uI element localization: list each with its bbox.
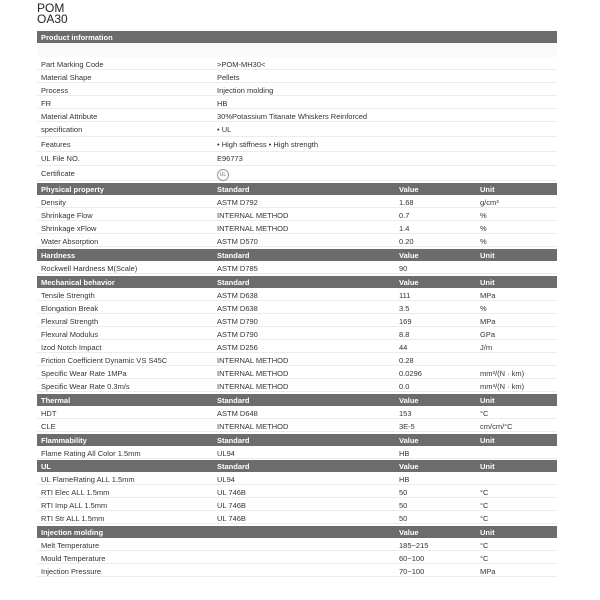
test-standard: INTERNAL METHOD [217, 224, 289, 234]
product-information-header [37, 31, 557, 43]
test-standard: ASTM D792 [217, 198, 258, 207]
section-header [37, 460, 557, 472]
column-header: Value [399, 435, 419, 445]
column-header: Unit [480, 462, 495, 472]
unit: MPa [480, 316, 496, 326]
property-name: Density [41, 198, 67, 207]
row-value: HB [217, 99, 228, 108]
property-value: 153 [399, 408, 412, 418]
product-info-row [37, 71, 557, 83]
test-standard: INTERNAL METHOD [217, 382, 289, 392]
section-title: Hardness [41, 250, 76, 260]
column-header: Value [399, 185, 419, 194]
column-header: Standard [217, 277, 250, 287]
row-label: Part Marking Code [41, 60, 104, 69]
test-standard: INTERNAL METHOD [217, 211, 289, 221]
unit: % [480, 237, 487, 247]
test-standard: INTERNAL METHOD [217, 369, 289, 379]
unit: GPa [480, 329, 496, 339]
property-name: RTI Elec ALL 1.5mm [41, 488, 110, 498]
column-header: Unit [480, 185, 495, 194]
property-name: RTI Str ALL 1.5mm [41, 514, 105, 524]
property-value: HB [399, 448, 410, 458]
row-label: FR [41, 99, 51, 108]
unit: cm/cm/°C [480, 421, 513, 431]
property-value: 1.4 [399, 224, 410, 234]
property-row [37, 209, 557, 221]
section-header [37, 249, 557, 261]
row-label: specification [41, 125, 83, 134]
test-standard: ASTM D638 [217, 290, 258, 300]
property-row [37, 420, 557, 432]
property-value: 44 [399, 342, 408, 352]
property-row [37, 262, 557, 274]
section-title: Product information [41, 33, 113, 42]
property-row [37, 354, 557, 366]
test-standard: UL94 [217, 475, 235, 485]
product-info-row [37, 110, 557, 122]
unit: % [480, 224, 487, 234]
property-name: Specific Wear Rate 1MPa [41, 369, 127, 379]
property-row [37, 235, 557, 247]
product-title-line1: POM [37, 1, 65, 15]
unit: MPa [480, 290, 496, 300]
product-info-row [37, 123, 557, 137]
product-info-row [37, 58, 557, 70]
row-value: Injection molding [217, 86, 274, 95]
property-row [37, 367, 557, 379]
section-title: Thermal [41, 395, 71, 405]
row-value: • UL [217, 125, 232, 134]
property-value: 3.5 [399, 303, 410, 313]
unit: J/m [480, 342, 493, 352]
property-value: 185~215 [399, 541, 429, 550]
test-standard: ASTM D790 [217, 316, 258, 326]
column-header: Unit [480, 395, 495, 405]
property-value: 0.0 [399, 382, 410, 392]
property-value: 169 [399, 316, 412, 326]
row-value: >POM-MH30< [217, 60, 266, 69]
column-header: Unit [480, 250, 495, 260]
unit: °C [480, 408, 489, 418]
test-standard: ASTM D638 [217, 303, 258, 313]
unit: mm³/(N · km) [480, 369, 525, 379]
property-value: 60~100 [399, 554, 425, 564]
property-row [37, 565, 557, 577]
property-row [37, 315, 557, 327]
column-header: Value [399, 528, 419, 537]
product-info-row [37, 138, 557, 152]
property-value: 111 [399, 290, 411, 300]
row-label: Material Shape [41, 73, 92, 82]
property-row [37, 552, 557, 564]
property-row [37, 539, 557, 551]
property-row [37, 407, 557, 419]
property-value: 0.28 [399, 356, 414, 365]
property-row [37, 447, 557, 459]
test-standard: INTERNAL METHOD [217, 356, 289, 365]
row-value: Pellets [217, 73, 240, 82]
property-name: Elongation Break [41, 303, 99, 313]
unit: °C [480, 514, 489, 524]
product-info-row [37, 97, 557, 109]
property-value: 1.68 [399, 198, 414, 207]
test-standard: ASTM D648 [217, 408, 258, 418]
property-name: Melt Temperature [41, 541, 100, 550]
property-name: Shrinkage Flow [41, 211, 93, 221]
property-name: Water Absorption [41, 237, 99, 247]
test-standard: UL94 [217, 448, 235, 458]
product-title-line2: OA30 [37, 12, 68, 26]
property-name: UL FlameRating ALL 1.5mm [41, 475, 135, 485]
column-header: Standard [217, 395, 250, 405]
property-value: HB [399, 475, 410, 485]
ul-certificate-icon: UL [217, 169, 229, 181]
section-header [37, 394, 557, 406]
unit: °C [480, 501, 489, 511]
property-value: 0.7 [399, 211, 410, 221]
row-value: • High stiffness • High strength [217, 140, 318, 149]
column-header: Unit [480, 528, 495, 537]
unit: °C [480, 554, 489, 564]
property-row [37, 473, 557, 485]
row-label: Material Attribute [41, 112, 98, 121]
property-row [37, 499, 557, 511]
property-name: Mould Temperature [41, 554, 106, 564]
unit: g/cm³ [480, 198, 499, 207]
row-label: Features [41, 140, 71, 149]
product-info-row [37, 84, 557, 96]
section-header [37, 183, 557, 195]
product-info-row [37, 152, 557, 166]
property-name: Rockwell Hardness M(Scale) [41, 263, 138, 273]
spacer [37, 43, 557, 57]
product-info-row [37, 167, 557, 181]
property-name: Shrinkage xFlow [41, 224, 97, 234]
property-row [37, 222, 557, 234]
property-row [37, 196, 557, 208]
property-value: 0.20 [399, 237, 414, 247]
section-title: Injection molding [41, 528, 104, 537]
test-standard: UL 746B [217, 514, 246, 524]
column-header: Standard [217, 185, 250, 194]
property-row [37, 512, 557, 524]
property-value: 50 [399, 488, 408, 498]
row-label: UL File NO. [41, 154, 80, 163]
test-standard: INTERNAL METHOD [217, 421, 289, 431]
test-standard: ASTM D785 [217, 263, 258, 273]
column-header: Standard [217, 435, 250, 445]
column-header: Value [399, 277, 419, 287]
column-header: Unit [480, 277, 495, 287]
property-name: Flexural Modulus [41, 329, 99, 339]
test-standard: ASTM D256 [217, 342, 258, 352]
property-value: 50 [399, 501, 408, 511]
row-label: Certificate [41, 169, 75, 178]
property-name: Flexural Strength [41, 316, 99, 326]
property-value: 70~100 [399, 567, 425, 577]
property-row [37, 328, 557, 340]
property-name: Flame Rating All Color 1.5mm [41, 448, 141, 458]
section-header [37, 276, 557, 288]
row-value: 30%Potassium Titanate Whiskers Reinforced [217, 112, 368, 121]
column-header: Unit [480, 435, 495, 445]
section-title: UL [41, 462, 51, 472]
column-header: Value [399, 395, 419, 405]
property-value: 3E-5 [399, 421, 415, 431]
property-name: CLE [41, 421, 56, 431]
column-header: Standard [217, 462, 250, 472]
unit: mm³/(N · km) [480, 382, 525, 392]
property-name: HDT [41, 408, 57, 418]
property-row [37, 302, 557, 314]
unit: % [480, 303, 487, 313]
property-name: Tensile Strength [41, 290, 95, 300]
column-header: Value [399, 462, 419, 472]
section-header [37, 526, 557, 538]
column-header: Standard [217, 250, 250, 260]
section-header [37, 434, 557, 446]
property-row [37, 486, 557, 498]
test-standard: ASTM D790 [217, 329, 258, 339]
section-title: Physical property [41, 185, 104, 194]
property-name: Specific Wear Rate 0.3m/s [41, 382, 130, 392]
column-header: Value [399, 250, 419, 260]
row-label: Process [41, 86, 69, 95]
property-value: 8.8 [399, 329, 410, 339]
property-value: 0.0296 [399, 369, 422, 379]
section-title: Flammability [41, 435, 87, 445]
property-name: Injection Pressure [41, 567, 102, 577]
property-name: Izod Notch Impact [41, 342, 102, 352]
section-title: Mechanical behavior [41, 277, 115, 287]
property-row [37, 289, 557, 301]
test-standard: UL 746B [217, 501, 246, 511]
test-standard: ASTM D570 [217, 237, 258, 247]
row-value: E96773 [217, 154, 243, 163]
unit: °C [480, 488, 489, 498]
unit: °C [480, 541, 489, 550]
property-name: Friction Coefficient Dynamic VS S45C [41, 356, 168, 365]
property-value: 90 [399, 263, 408, 273]
test-standard: UL 746B [217, 488, 246, 498]
property-value: 50 [399, 514, 408, 524]
property-row [37, 341, 557, 353]
property-name: RTI Imp ALL 1.5mm [41, 501, 108, 511]
unit: MPa [480, 567, 496, 577]
property-row [37, 380, 557, 392]
unit: % [480, 211, 487, 221]
